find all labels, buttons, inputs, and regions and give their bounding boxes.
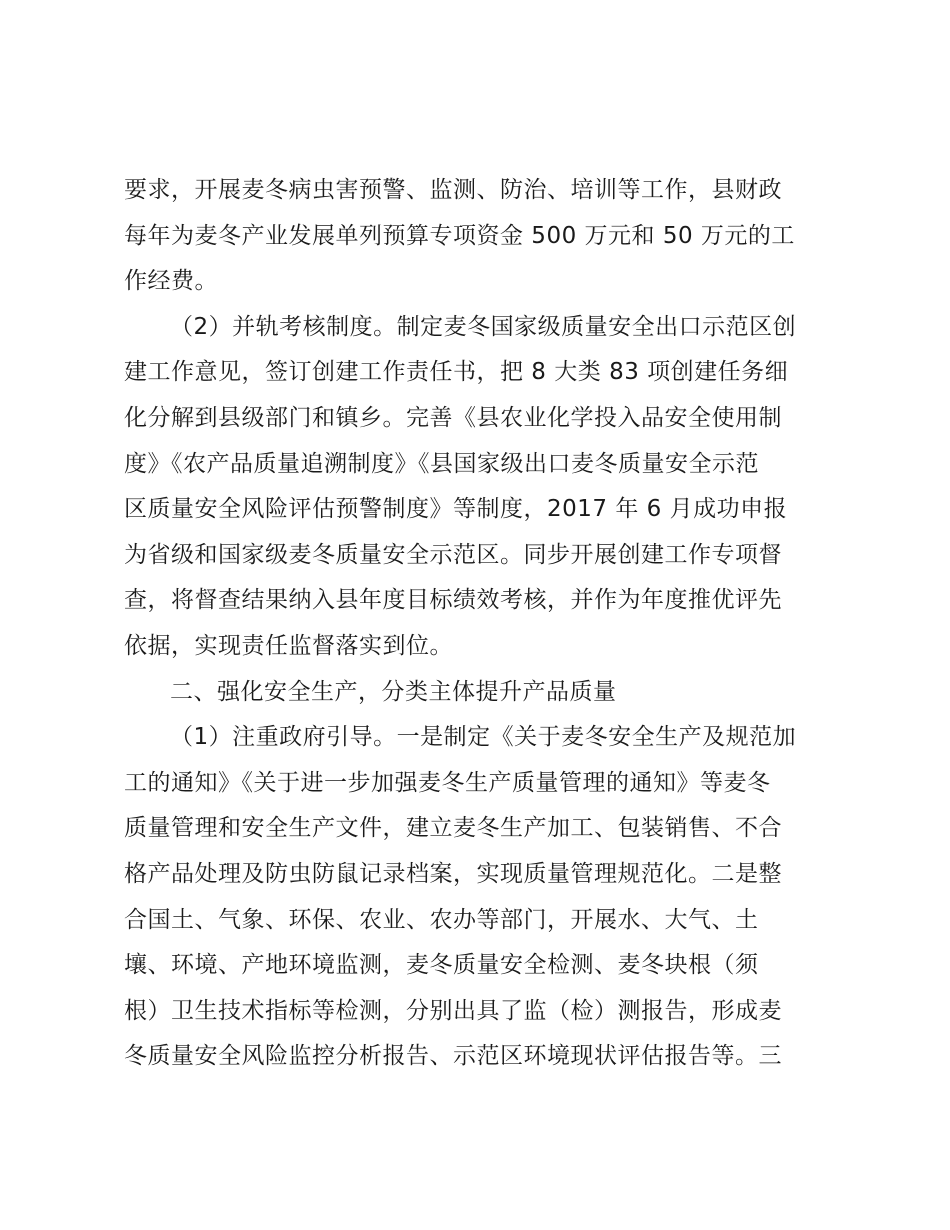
text-line: 查，将督查结果纳入县年度目标绩效考核，并作为年度推优评先 — [124, 587, 782, 614]
text-line: 依据，实现责任监督落实到位。 — [124, 632, 453, 659]
section-heading: 二、强化安全生产，分类主体提升产品质量 — [170, 678, 617, 705]
text-line: 质量管理和安全生产文件，建立麦冬生产加工、包装销售、不合 — [124, 815, 782, 842]
paragraph-start-line: （1）注重政府引导。一是制定《关于麦冬安全生产及规范加 — [170, 724, 797, 751]
text-line: 为省级和国家级麦冬质量安全示范区。同步开展创建工作专项督 — [124, 541, 782, 568]
text-line: 合国土、气象、环保、农业、农办等部门，开展水、大气、土 — [124, 906, 759, 933]
text-line: 每年为麦冬产业发展单列预算专项资金 500 万元和 50 万元的工 — [124, 222, 795, 249]
text-line: 作经费。 — [124, 268, 218, 295]
text-line: 冬质量安全风险监控分析报告、示范区环境现状评估报告等。三 — [124, 1043, 782, 1070]
text-line: 格产品处理及防虫防鼠记录档案，实现质量管理规范化。二是整 — [124, 860, 782, 887]
text-line: 要求，开展麦冬病虫害预警、监测、防治、培训等工作，县财政 — [124, 177, 782, 203]
text-line: 建工作意见，签订创建工作责任书，把 8 大类 83 项创建任务细 — [124, 359, 789, 386]
text-line: 化分解到县级部门和镇乡。完善《县农业化学投入品安全使用制 — [124, 404, 782, 431]
text-line: 工的通知》《关于进一步加强麦冬生产质量管理的通知》等麦冬 — [124, 769, 771, 796]
paragraph-start-line: （2）并轨考核制度。制定麦冬国家级质量安全出口示范区创 — [170, 313, 797, 340]
text-line: 壤、环境、产地环境监测，麦冬质量安全检测、麦冬块根（须 — [124, 952, 759, 979]
text-line: 度》《农产品质量追溯制度》《县国家级出口麦冬质量安全示范 — [124, 450, 759, 477]
body-text — [124, 168, 844, 1080]
text-line: 根）卫生技术指标等检测，分别出具了监（检）测报告，形成麦 — [124, 997, 782, 1024]
text-line: 区质量安全风险评估预警制度》等制度，2017 年 6 月成功申报 — [124, 496, 788, 523]
